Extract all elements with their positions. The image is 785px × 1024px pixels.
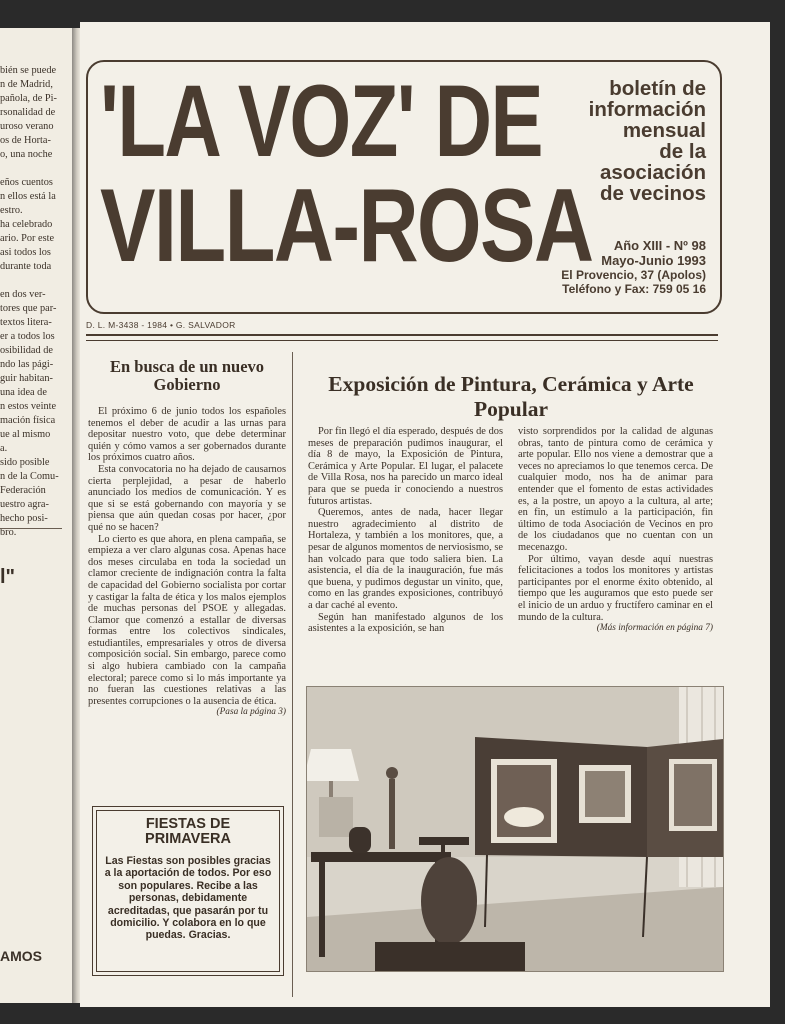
fiestas-box-text: Las Fiestas son posibles gracias a la aportación de todos. Por eso son populares. Recibe a las personas, debidamente acreditadas, que pasarán por tu domicilio. Y colabora en lo que puedas. Gracias.: [104, 855, 272, 942]
left-page-divider: [0, 528, 62, 529]
article-exposicion-paragraph: Por fin llegó el día esperado, después de dos meses de preparación pudimos inaugurar, el día 8 de mayo, la Exposición de Pintura, Cerámica y Arte Popular. El lugar, el palacete de Villa Rosa, nos ha parecido un marco ideal para que se pueda ir conociendo a nuestros futuros artistas.: [308, 426, 503, 507]
left-page-line: estro.: [0, 205, 23, 216]
article-exposicion-paragraph: Queremos, antes de nada, hacer llegar nuestro agradecimiento al distrito de Hortaleza, y también a los monitores, que, a pesar de algunos momentos de nerviosismo, se han volcado para que todo saliera bien. La asistencia, el día de la inauguración, fue más que buena, y pudimos degustar un vinito, que, como en las grandes exposiciones, contribuyó a dar caché al evento.: [308, 507, 503, 611]
left-page-line: ha celebrado: [0, 219, 53, 230]
article-gobierno-title: En busca de un nuevo Gobierno: [109, 357, 265, 394]
left-page-bottom-fragment: AMOS: [0, 948, 42, 964]
issue-number: Año XIII - Nº 98: [613, 238, 706, 253]
masthead-title-line1: 'LA VOZ' DE: [100, 64, 543, 178]
masthead: [86, 60, 722, 314]
left-page-line: sido posible: [0, 457, 50, 468]
subtitle-line: mensual: [622, 119, 706, 142]
article-gobierno-paragraph: Lo cierto es que ahora, en plena campaña, se empieza a ver claro algunas cosa. Apenas hace dos meses circulaba en toda la sociedad un clamor creciente de indignación contra la falta de capacidad del Gobierno socialista por cortar y castigar la falta de ética y los malos ejemplos de muchas personas del PSOE y allegadas. Clamor que comenzó a estallar de diversas formas entre los colectivos sindicales, estudiantiles, empresariales y otros de diversa composición social. Sin embargo, parece como si algo hubiera cambiado con la campaña electoral; parece como si lo más importante ya no fueran las cuestiones relativas a las presentes corrupciones o la ausencia de ética.: [88, 533, 286, 707]
left-page-line: ue al mismo: [0, 429, 51, 440]
subtitle-line: asociación: [600, 161, 706, 184]
issue-phone: Teléfono y Fax: 759 05 16: [562, 282, 706, 296]
article-exposicion-title: Exposición de Pintura, Cerámica y Arte Popular: [328, 372, 694, 422]
subtitle-line: información: [588, 98, 706, 121]
header-rule-thin: [86, 340, 718, 341]
issue-address: El Provencio, 37 (Apolos): [561, 268, 706, 282]
article-gobierno: [88, 358, 286, 717]
left-page-line: a.: [0, 443, 8, 454]
left-page-line: tores que par-: [0, 303, 57, 314]
left-page-line: rsonalidad de: [0, 107, 56, 118]
left-page-line: ndo las pági-: [0, 359, 54, 370]
left-page-line: asi todos los: [0, 247, 51, 258]
article-exposicion-paragraph: visto sorprendidos por la calidad de algunas obras, tanto de pintura como de cerámica y arte popular. Ello nos viene a demostrar que a veces no apreciamos lo que tenemos cerca. De cualquier modo, nos ha de animar para entender que el fomento de estas actividades es, a la postre, un apoyo a la cultura, al arte; en fin, un estímulo a la participación, fin último de toda Asociación de Vecinos en pro de los ciudadanos que no cuentan con un mecenazgo.: [518, 426, 713, 553]
left-page-line: n ellos está la: [0, 191, 56, 202]
left-page-line: [0, 162, 70, 176]
left-page-line: hecho posi-: [0, 513, 48, 524]
left-page-line: osibilidad de: [0, 345, 53, 356]
left-page-fragment: [0, 28, 72, 1003]
left-page-line: n de Madrid,: [0, 79, 53, 90]
left-page-line: mación física: [0, 415, 56, 426]
fiestas-box: [92, 806, 284, 976]
article-gobierno-continued: (Pasa la página 3): [216, 707, 286, 718]
left-page-line: uestro agra-: [0, 499, 49, 510]
left-page-line: pañola, de Pi-: [0, 93, 57, 104]
column-divider: [292, 352, 293, 997]
article-exposicion-paragraph: Por último, vayan desde aquí nuestras felicitaciones a todos los monitores y artistas participantes por el enorme éxito obtenido, al tiempo que les auguramos que esto puede ser el inicio de un arduo y fructífero caminar en el mundo de la cultura.: [518, 553, 713, 623]
issue-info: [561, 238, 706, 296]
article-exposicion-continued: (Más información en página 7): [596, 623, 713, 634]
issue-date: Mayo-Junio 1993: [601, 253, 706, 268]
left-page-line: guir habitan-: [0, 373, 53, 384]
header-rule: [86, 334, 718, 336]
subtitle-line: boletín de: [609, 77, 706, 100]
left-page-line: uroso verano: [0, 121, 54, 132]
article-exposicion-column-1: [308, 426, 503, 635]
article-exposicion-column-2: [518, 426, 713, 633]
masthead-subtitle: [589, 78, 706, 204]
page-spine: [72, 28, 80, 1003]
left-page-line: os de Horta-: [0, 135, 51, 146]
left-page-line: ario. Por este: [0, 233, 55, 244]
subtitle-line: de vecinos: [600, 182, 706, 205]
left-page-column: [0, 64, 70, 540]
left-page-line: eños cuentos: [0, 177, 53, 188]
fiestas-box-inner: [96, 810, 280, 972]
left-page-line: durante toda: [0, 261, 52, 272]
masthead-title-line2: VILLA-ROSA: [100, 168, 593, 284]
left-page-line: bién se puede: [0, 65, 57, 76]
newspaper-page: [80, 22, 770, 1007]
left-page-line: [0, 274, 70, 288]
subtitle-line: de la: [659, 140, 706, 163]
left-page-line: n de la Comu-: [0, 471, 59, 482]
left-page-line: textos litera-: [0, 317, 52, 328]
left-page-line: o, una noche: [0, 149, 53, 160]
left-page-line: en dos ver-: [0, 289, 46, 300]
legal-deposit: D. L. M-3438 - 1984 • G. SALVADOR: [86, 320, 236, 330]
left-page-line: una idea de: [0, 387, 47, 398]
left-page-line: bro.: [0, 527, 17, 538]
article-gobierno-paragraph: El próximo 6 de junio todos los españoles tenemos el deber de acudir a las urnas para depositar nuestro voto, que debe determinar quién y cómo vamos a ser gobernados durante los próximos cuatro años.: [88, 406, 286, 464]
left-page-line: Federación: [0, 485, 46, 496]
exhibition-photo: [306, 686, 724, 972]
left-page-line: er a todos los: [0, 331, 55, 342]
left-page-line: n estos veinte: [0, 401, 57, 412]
article-gobierno-paragraph: Esta convocatoria no ha dejado de causarnos cierta perplejidad, a pesar de haberlo anunciado los medios de comunicación. Y es que si se está gobernando con mayoría y se piensa que aún quedan cosas por hacer, ¿por qué no se hacen?: [88, 463, 286, 533]
fiestas-box-title: FIESTAS DE PRIMAVERA: [145, 816, 231, 847]
left-page-quote-fragment: l": [0, 566, 16, 588]
exhibition-photo-illustration: [307, 687, 723, 971]
article-exposicion-paragraph: Según han manifestado algunos de los asistentes a la exposición, se han: [308, 611, 503, 635]
